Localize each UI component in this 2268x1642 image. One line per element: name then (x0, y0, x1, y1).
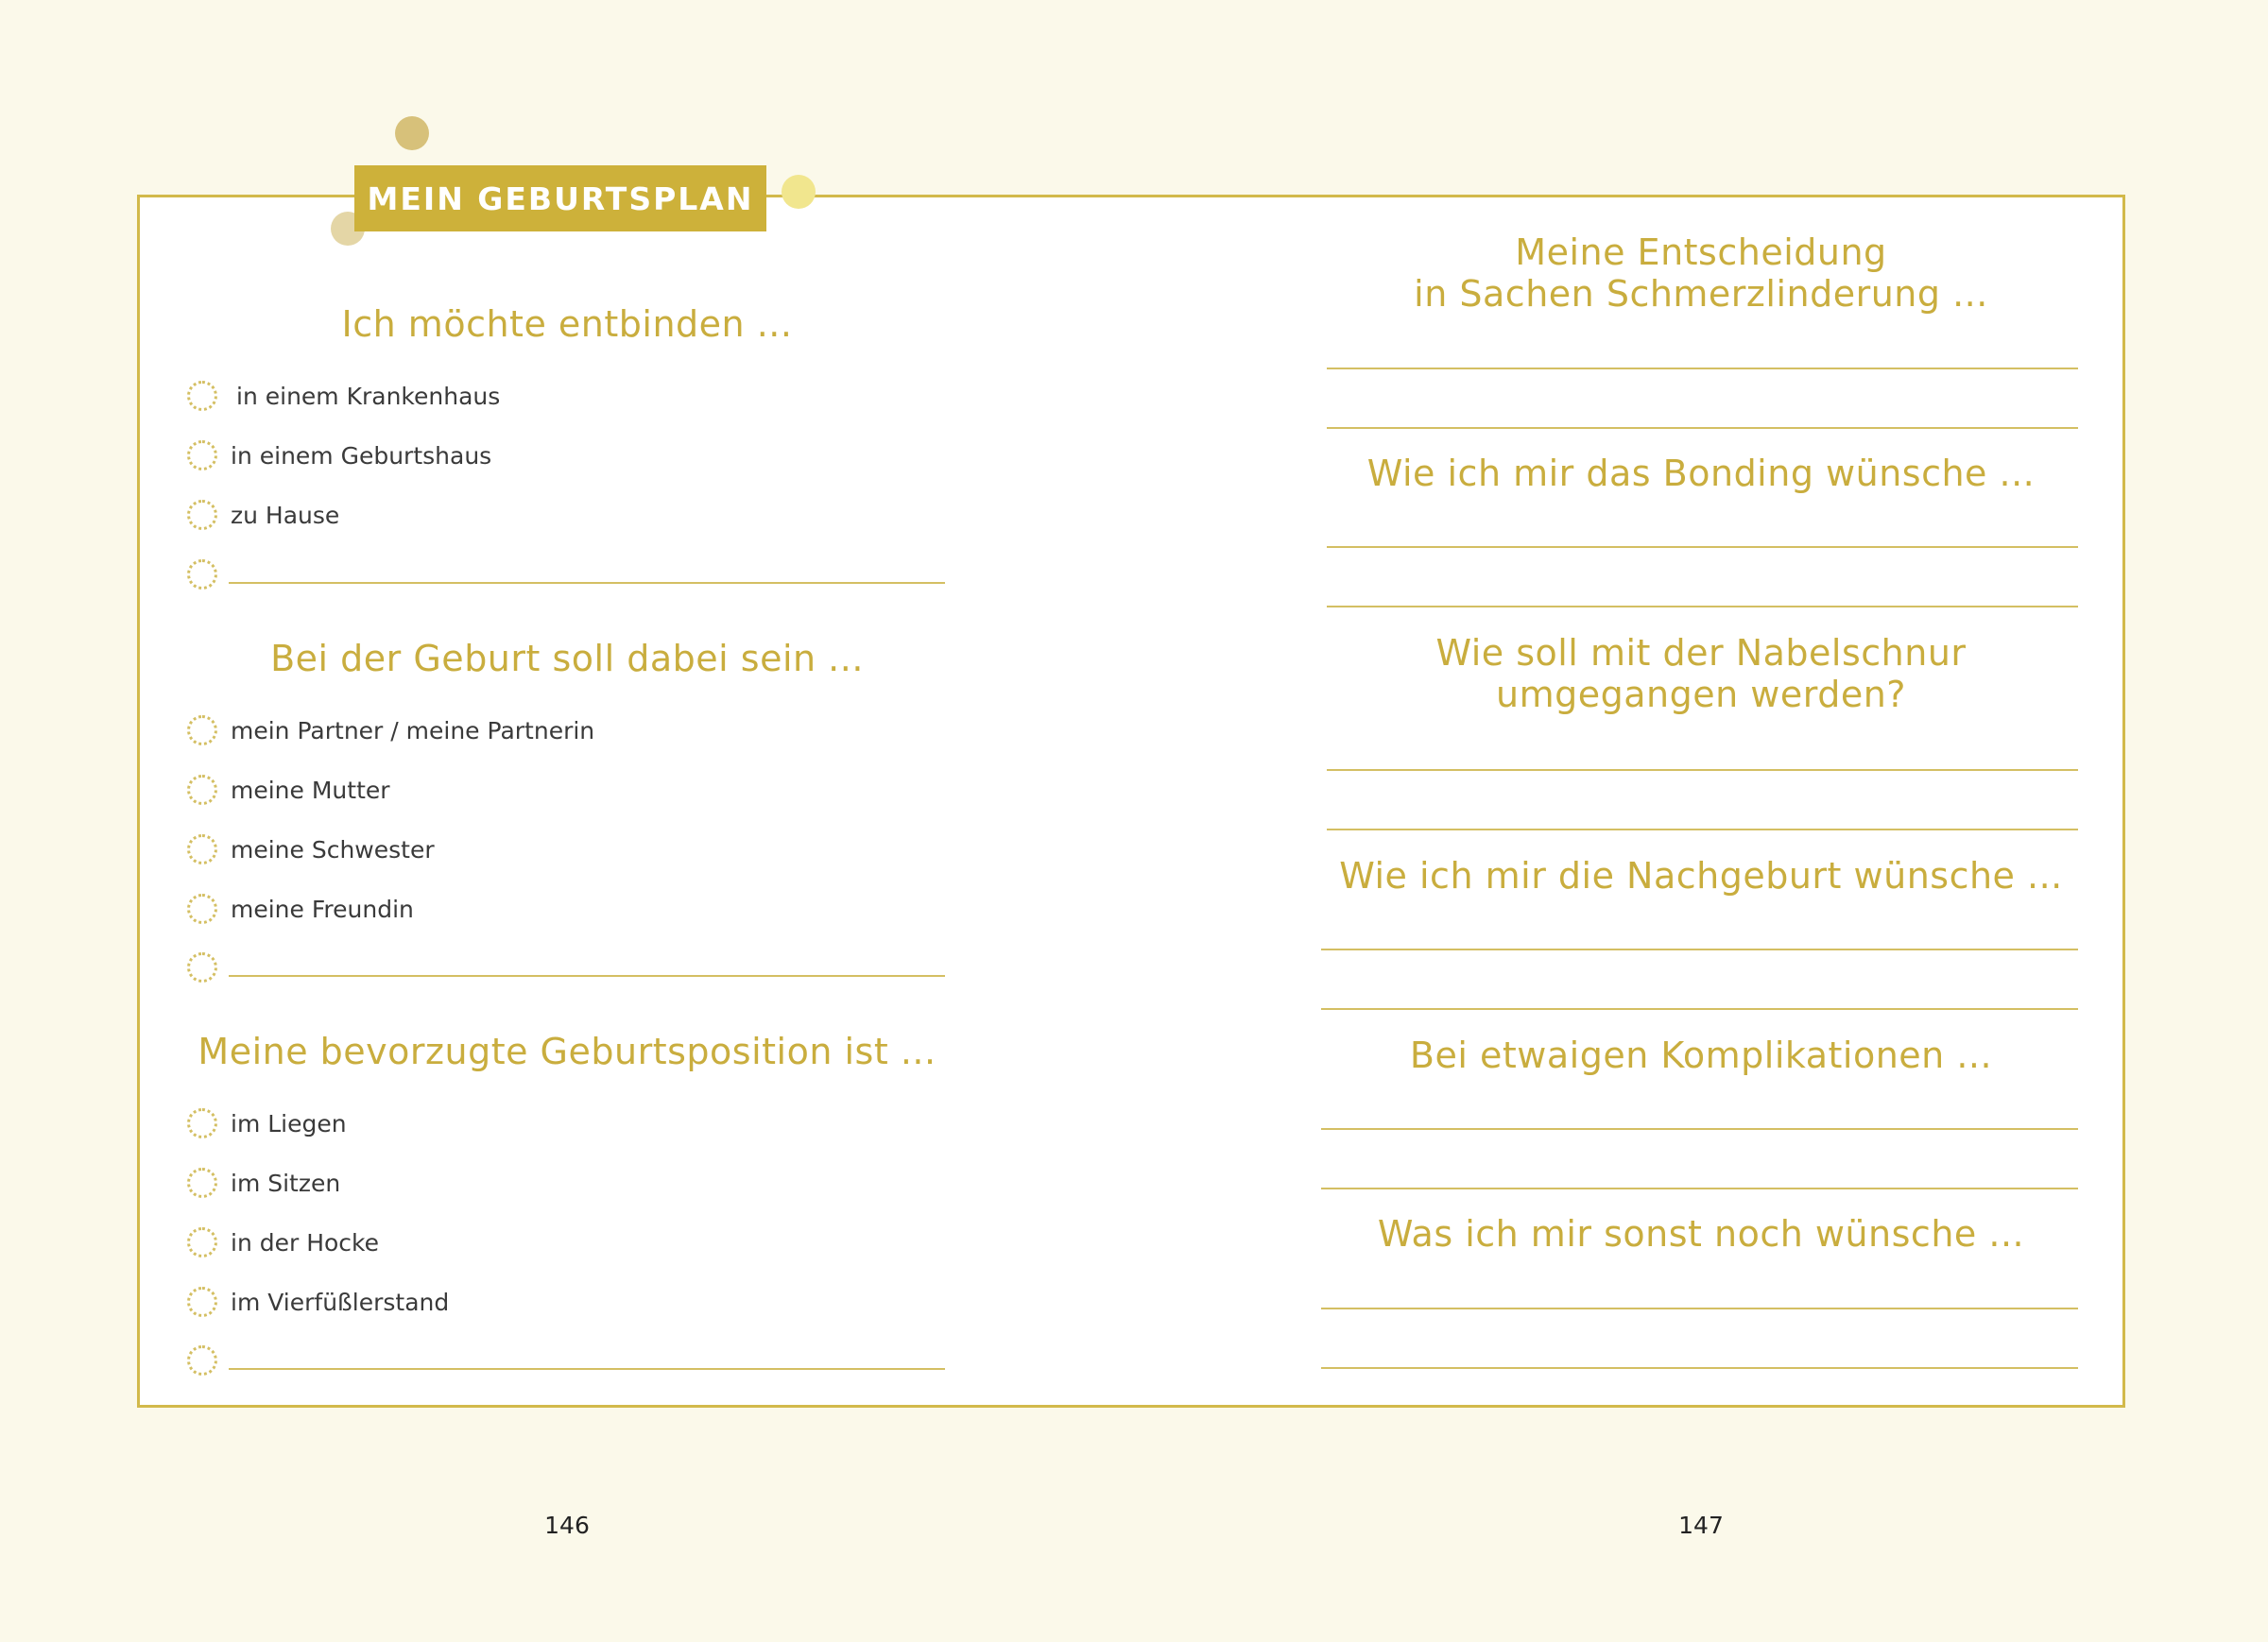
checkbox-circle-icon[interactable] (187, 500, 217, 530)
checkbox-circle-icon[interactable] (187, 559, 217, 590)
checkbox-circle-icon[interactable] (187, 1227, 217, 1257)
section-heading: Meine bevorzugte Geburtsposition ist ... (198, 1031, 936, 1072)
option-label: meine Schwester (231, 835, 435, 864)
section-heading: Wie ich mir das Bonding wünsche ... (1366, 453, 2036, 494)
option-label: in einem Krankenhaus (236, 382, 501, 410)
checkbox-circle-icon[interactable] (187, 952, 217, 983)
option-label: zu Hause (231, 501, 340, 529)
section-banner: MEIN GEBURTSPLAN (354, 165, 766, 231)
checkbox-option[interactable] (187, 890, 414, 928)
decorative-dot (782, 175, 816, 209)
checkbox-option[interactable] (187, 377, 500, 415)
checkbox-circle-icon[interactable] (187, 834, 217, 864)
option-label: im Vierfüßlerstand (231, 1288, 450, 1316)
checkbox-circle-icon[interactable] (187, 440, 217, 470)
page-number-left: 146 (544, 1512, 590, 1539)
checkbox-option-other[interactable] (187, 949, 217, 986)
option-label: mein Partner / meine Partnerin (231, 716, 595, 744)
option-label: in einem Geburtshaus (231, 441, 492, 470)
checkbox-circle-icon[interactable] (187, 381, 217, 411)
answer-line[interactable] (1327, 829, 2078, 830)
write-in-line[interactable] (229, 582, 945, 584)
checkbox-option[interactable] (187, 1283, 449, 1321)
checkbox-option[interactable] (187, 496, 339, 534)
section-heading: Bei etwaigen Komplikationen ... (1409, 1035, 1993, 1076)
option-label: meine Freundin (231, 895, 414, 923)
answer-line[interactable] (1321, 949, 2078, 950)
checkbox-option[interactable] (187, 711, 594, 749)
write-in-line[interactable] (229, 975, 945, 977)
section-heading (1323, 633, 2079, 715)
answer-line[interactable] (1321, 1008, 2078, 1010)
option-label: im Sitzen (231, 1169, 341, 1197)
section-heading: Was ich mir sonst noch wünsche ... (1377, 1213, 2025, 1255)
checkbox-option[interactable] (187, 1104, 347, 1142)
answer-line[interactable] (1327, 427, 2078, 429)
section-heading: Wie ich mir die Nachgeburt wünsche ... (1339, 855, 2063, 897)
heading-line: Meine Entscheidung (1515, 231, 1887, 273)
heading-line: umgegangen werden? (1496, 673, 1906, 715)
decorative-dot (395, 116, 429, 150)
checkbox-circle-icon[interactable] (187, 715, 217, 745)
answer-line[interactable] (1327, 546, 2078, 548)
checkbox-option[interactable] (187, 1164, 340, 1202)
write-in-line[interactable] (229, 1368, 945, 1370)
checkbox-option[interactable] (187, 436, 491, 474)
checkbox-option[interactable] (187, 1223, 379, 1261)
page-number-right: 147 (1678, 1512, 1724, 1539)
section-heading: Bei der Geburt soll dabei sein ... (270, 638, 864, 679)
checkbox-circle-icon[interactable] (187, 1287, 217, 1317)
heading-line: in Sachen Schmerzlinderung ... (1414, 272, 1988, 315)
answer-line[interactable] (1321, 1128, 2078, 1130)
checkbox-circle-icon[interactable] (187, 1168, 217, 1198)
answer-line[interactable] (1321, 1308, 2078, 1309)
checkbox-circle-icon[interactable] (187, 1108, 217, 1138)
checkbox-option-other[interactable] (187, 1342, 217, 1379)
section-heading: Ich möchte entbinden ... (341, 303, 793, 345)
option-label: meine Mutter (231, 776, 390, 804)
checkbox-option[interactable] (187, 771, 390, 809)
option-label: in der Hocke (231, 1228, 380, 1257)
checkbox-circle-icon[interactable] (187, 1345, 217, 1376)
answer-line[interactable] (1327, 368, 2078, 369)
checkbox-option-other[interactable] (187, 556, 217, 593)
checkbox-circle-icon[interactable] (187, 775, 217, 805)
checkbox-circle-icon[interactable] (187, 894, 217, 924)
answer-line[interactable] (1321, 1188, 2078, 1189)
section-heading (1323, 232, 2079, 315)
answer-line[interactable] (1321, 1367, 2078, 1369)
answer-line[interactable] (1327, 769, 2078, 771)
answer-line[interactable] (1327, 606, 2078, 607)
option-label: im Liegen (231, 1109, 347, 1137)
checkbox-option[interactable] (187, 830, 435, 868)
heading-line: Wie soll mit der Nabelschnur (1435, 632, 1967, 674)
